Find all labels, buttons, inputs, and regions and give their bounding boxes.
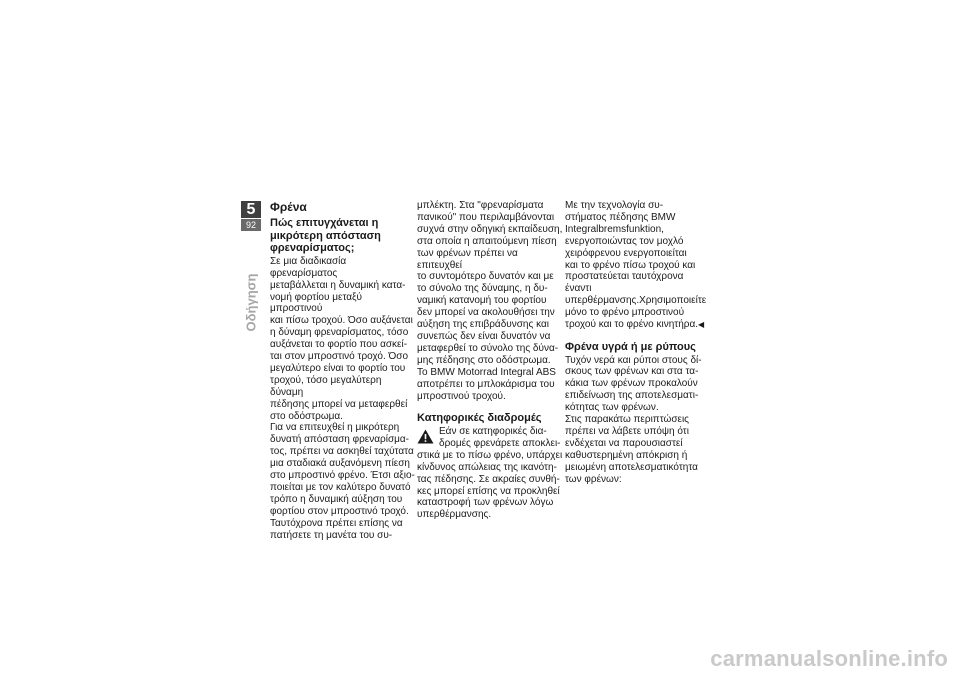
text-line: Εάν σε κατηφορικές δια-	[439, 426, 547, 437]
text-line: δεν μπορεί να ακολουθήσει την	[417, 307, 555, 319]
section-name: Οδήγηση	[243, 273, 259, 331]
text-line: Το BMW Motorrad Integral ABS	[417, 366, 556, 378]
column-1	[270, 200, 416, 542]
text-line: τος, πρέπει να ασκηθεί ταχύτατα	[270, 446, 414, 458]
text-line: χειρόφρενου ενεργοποιείται	[565, 247, 687, 259]
text-line: Ταυτόχρονα πρέπει επίσης να	[270, 517, 403, 529]
text-line: το συντομότερο δυνατόν και με	[417, 271, 554, 283]
text-line: τας πέδησης. Σε ακραίες συνθή-	[417, 473, 560, 485]
text-line: υπερθέρμανσης.Χρησιμοποιείτε	[565, 295, 707, 307]
chapter-number: 5	[241, 201, 261, 218]
text-line: κίνδυνος απώλειας της ικανότη-	[417, 461, 557, 473]
text-line: Σε μια διαδικασία φρεναρίσματος	[270, 255, 347, 279]
page-number: 92	[241, 219, 261, 231]
subtitle-line: μικρότερη απόσταση	[270, 229, 381, 242]
text-line: ενδέχεται να παρουσιαστεί	[565, 437, 683, 449]
section-heading: Κατηφορικές διαδρομές	[417, 412, 542, 425]
text-line: κες μπορεί επίσης να προκληθεί	[417, 485, 560, 497]
text-line: μειωμένη αποτελεσματικότητα	[565, 461, 698, 473]
text-line: μεταφερθεί το σύνολο της δύνα-	[417, 342, 559, 354]
body-text	[270, 256, 416, 542]
text-line: δυνατή απόσταση φρεναρίσμα-	[270, 434, 409, 446]
text-line: ποιείται με τον καλύτερο δυνατό	[270, 482, 411, 493]
warning-block	[417, 426, 563, 450]
text-line: στήματος πέδησης BMW	[565, 211, 676, 223]
text-line: η δύναμη φρεναρίσματος, τόσο	[270, 327, 409, 339]
text-line: ται στον μπροστινό τροχό. Όσο	[270, 351, 409, 363]
column-3	[565, 200, 711, 486]
text-line: ναμική κατανομή του φορτίου	[417, 295, 547, 307]
warning-text	[439, 426, 561, 450]
text-line: τρόπο η δυναμική αύξηση του	[270, 493, 403, 505]
text-line: στικά με το πίσω φρένο, υπάρχει	[417, 449, 563, 461]
text-line: κάκια των φρένων προκαλούν	[565, 378, 698, 390]
text-line: δρομές φρενάρετε αποκλει-	[439, 437, 561, 449]
text-line: τροχού, τόσο μεγαλύτερη δύναμη	[270, 374, 382, 398]
text-line: Με την τεχνολογία συ-	[565, 200, 664, 211]
text-line: φορτίου στον μπροστινό τροχό.	[270, 505, 409, 517]
page-title: Φρένα	[270, 200, 307, 214]
text-line: προστατεύεται ταυτόχρονα έναντι	[565, 271, 684, 295]
text-line: Τυχόν νερά και ρύποι στους δί-	[565, 354, 702, 366]
text-line: συνεπώς δεν είναι δυνατόν να	[417, 330, 551, 342]
body-text	[417, 200, 563, 402]
section-side-label	[238, 262, 264, 342]
text-line: των φρένων πρέπει να επιτευχθεί	[417, 247, 518, 271]
text-line: στο οδόστρωμα.	[270, 410, 343, 422]
text-line: πέδησης μπορεί να μεταφερθεί	[270, 398, 408, 410]
subtitle-line: Πώς επιτυγχάνεται η	[270, 217, 379, 229]
section-heading: Φρένα υγρά ή με ρύπους	[565, 340, 696, 353]
column-2	[417, 200, 563, 521]
body-text	[565, 200, 711, 331]
text-line: αυξάνεται το φορτίο που ασκεί-	[270, 339, 408, 351]
text-line: μεγαλύτερο είναι το φορτίο του	[270, 362, 406, 374]
text-line: πανικού" που περιλαμβάνονται	[417, 211, 555, 223]
text-line: μης πέδησης στο οδόστρωμα.	[417, 354, 551, 366]
text-line: αύξηση της επιβράδυνσης και	[417, 319, 549, 331]
text-line: Για να επιτευχθεί η μικρότερη	[270, 422, 400, 434]
watermark: carmanualsonline.info	[710, 646, 948, 671]
text-line: ενεργοποιώντας τον μοχλό	[565, 235, 684, 247]
text-line: νομή φορτίου μεταξύ μπροστινού	[270, 291, 362, 315]
text-line: μόνο το φρένο μπροστινού	[565, 307, 685, 319]
text-line: και πίσω τροχού. Όσο αυξάνεται	[270, 315, 413, 327]
text-line: σκους των φρένων και στα τα-	[565, 366, 699, 378]
text-line: κότητας των φρένων.	[565, 402, 659, 414]
text-line: καταστροφή των φρένων λόγω	[417, 497, 554, 509]
end-marker-icon: ◀	[698, 320, 705, 330]
text-line: το σύνολο της δύναμης, η δυ-	[417, 283, 548, 295]
text-line-content: τροχού και το φρένο κινητήρα.	[565, 319, 699, 331]
text-line: μεταβάλλεται η δυναμική κατα-	[270, 279, 406, 291]
warning-triangle-icon	[417, 429, 434, 444]
subtitle	[270, 217, 416, 255]
text-line: καθυστερημένη απόκριση ή	[565, 449, 688, 461]
text-line	[565, 319, 711, 331]
text-line: Στις παρακάτω περιπτώσεις	[565, 414, 689, 426]
subtitle-line: φρεναρίσματος;	[270, 242, 355, 255]
text-line: πρέπει να λάβετε υπόψη ότι	[565, 426, 689, 437]
text-line: Integralbremsfunktion,	[565, 223, 664, 235]
text-line: μια σταδιακά αυξανόμενη πίεση	[270, 458, 410, 470]
text-line: στο μπροστινό φρένο. Έτσι αξιο-	[270, 470, 415, 482]
text-line: μπλέκτη. Στα "φρεναρίσματα	[417, 200, 544, 211]
text-line: μπροστινού τροχού.	[417, 390, 506, 402]
text-line: πατήσετε τη μανέτα του συ-	[270, 529, 393, 541]
chapter-tab	[241, 201, 261, 231]
section-text	[565, 355, 711, 486]
text-line: και το φρένο πίσω τροχού και	[565, 259, 696, 271]
text-line: υπερθέρμανσης.	[417, 509, 492, 521]
text-line: επιδείνωση της αποτελεσματι-	[565, 390, 699, 402]
text-line: των φρένων:	[565, 473, 622, 485]
text-line: στα οποία η απαιτούμενη πίεση	[417, 235, 557, 247]
warning-continuation	[417, 450, 563, 521]
text-line: συχνά στην οδηγική εκπαίδευση,	[417, 223, 563, 235]
text-line: αποτρέπει το μπλοκάρισμα του	[417, 378, 555, 390]
